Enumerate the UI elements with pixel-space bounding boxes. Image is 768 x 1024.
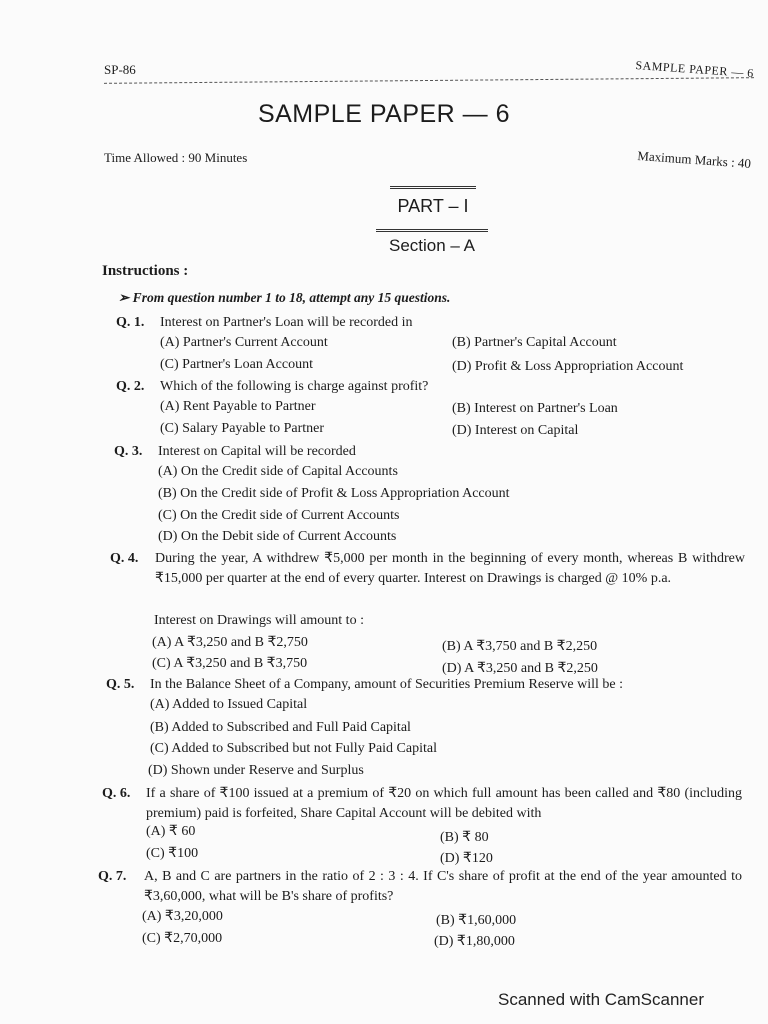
option-d: (D) Shown under Reserve and Surplus [148, 763, 364, 778]
paper-title: SAMPLE PAPER — 6 [257, 100, 511, 128]
question-3 [114, 443, 356, 460]
question-7-number [98, 868, 126, 885]
option-a: (A) On the Credit side of Capital Accounts [158, 464, 398, 479]
option-c: (C) ₹100 [146, 846, 199, 861]
option-a: (A) Added to Issued Capital [150, 697, 308, 712]
option-c: (C) A ₹3,250 and B ₹3,750 [152, 656, 308, 671]
question-number: Q. 6. [102, 786, 131, 801]
option-b: (B) Interest on Partner's Loan [452, 401, 618, 416]
option-b: (B) ₹ 80 [440, 830, 489, 845]
question-6-text: If a share of ₹100 issued at a premium of ₹20 on which full amount has been called and ₹80 (including premium) paid is forfeited, Share Capital Account will be debited with [146, 786, 742, 821]
question-number: Q. 4. [110, 551, 139, 566]
question-number: Q. 5. [106, 677, 135, 692]
question-5 [106, 676, 623, 693]
option-c: (C) Added to Subscribed but not Fully Paid Capital [150, 741, 437, 756]
question-7-text: A, B and C are partners in the ratio of 2 : 3 : 4. If C's share of profit at the end of the year amounted to ₹3,60,000, what will be B's share of profits? [144, 869, 742, 904]
option-a: (A) A ₹3,250 and B ₹2,750 [152, 635, 308, 650]
question-text: Interest on Capital will be recorded [158, 444, 356, 459]
option-b: (B) Added to Subscribed and Full Paid Capital [150, 720, 411, 735]
option-d: (D) Profit & Loss Appropriation Account [452, 359, 684, 374]
question-4-subtext: Interest on Drawings will amount to : [154, 613, 364, 628]
option-d: (D) Interest on Capital [452, 423, 579, 438]
header-divider [104, 77, 754, 84]
question-4-text: During the year, A withdrew ₹5,000 per month in the beginning of every month, whereas B withdrew ₹15,000 per quarter at the end of every quarter. Interest on Drawings is charged @ 10% p.a. [155, 551, 745, 586]
question-text: Which of the following is charge against profit? [160, 379, 429, 394]
instructions-heading: Instructions : [102, 263, 189, 279]
scanner-watermark: Scanned with CamScanner [498, 990, 705, 1009]
part-bottom-rule [376, 229, 488, 232]
question-text: Interest on Partner's Loan will be recorded in [160, 315, 413, 330]
question-4-number [110, 550, 138, 567]
option-b: (B) A ₹3,750 and B ₹2,250 [442, 639, 598, 654]
option-c: (C) Salary Payable to Partner [160, 421, 325, 436]
option-d: (D) A ₹3,250 and B ₹2,250 [442, 661, 598, 676]
option-b: (B) ₹1,60,000 [436, 913, 517, 928]
option-b: (B) On the Credit side of Profit & Loss Appropriation Account [158, 486, 510, 501]
question-number: Q. 7. [98, 869, 127, 884]
question-text: In the Balance Sheet of a Company, amount of Securities Premium Reserve will be : [150, 677, 624, 692]
page-code: SP-86 [104, 62, 136, 77]
option-a: (A) Rent Payable to Partner [160, 399, 316, 414]
question-number: Q. 2. [116, 379, 145, 394]
section-heading: Section – A [388, 236, 475, 255]
option-a: (A) ₹3,20,000 [142, 909, 223, 924]
part-heading: PART – I [397, 196, 469, 216]
option-d: (D) On the Debit side of Current Accounts [158, 529, 397, 544]
option-d: (D) ₹1,80,000 [434, 934, 515, 949]
option-d: (D) ₹120 [440, 851, 493, 866]
option-b: (B) Partner's Capital Account [452, 335, 617, 350]
option-c: (C) On the Credit side of Current Accounts [158, 508, 400, 523]
question-2 [116, 378, 428, 395]
question-1 [116, 314, 413, 331]
question-number: Q. 3. [114, 444, 143, 459]
question-number: Q. 1. [116, 315, 145, 330]
option-a: (A) ₹ 60 [146, 824, 196, 839]
part-top-rule [390, 186, 476, 189]
running-head: SAMPLE PAPER — 6 [635, 58, 755, 81]
option-c: (C) Partner's Loan Account [160, 357, 313, 372]
question-6-number [102, 785, 130, 802]
maximum-marks: Maximum Marks : 40 [636, 148, 752, 171]
time-allowed: Time Allowed : 90 Minutes [104, 150, 248, 165]
option-c: (C) ₹2,70,000 [142, 931, 223, 946]
option-a: (A) Partner's Current Account [160, 335, 328, 350]
instructions-note: ➢ From question number 1 to 18, attempt any 15 questions. [118, 290, 451, 305]
